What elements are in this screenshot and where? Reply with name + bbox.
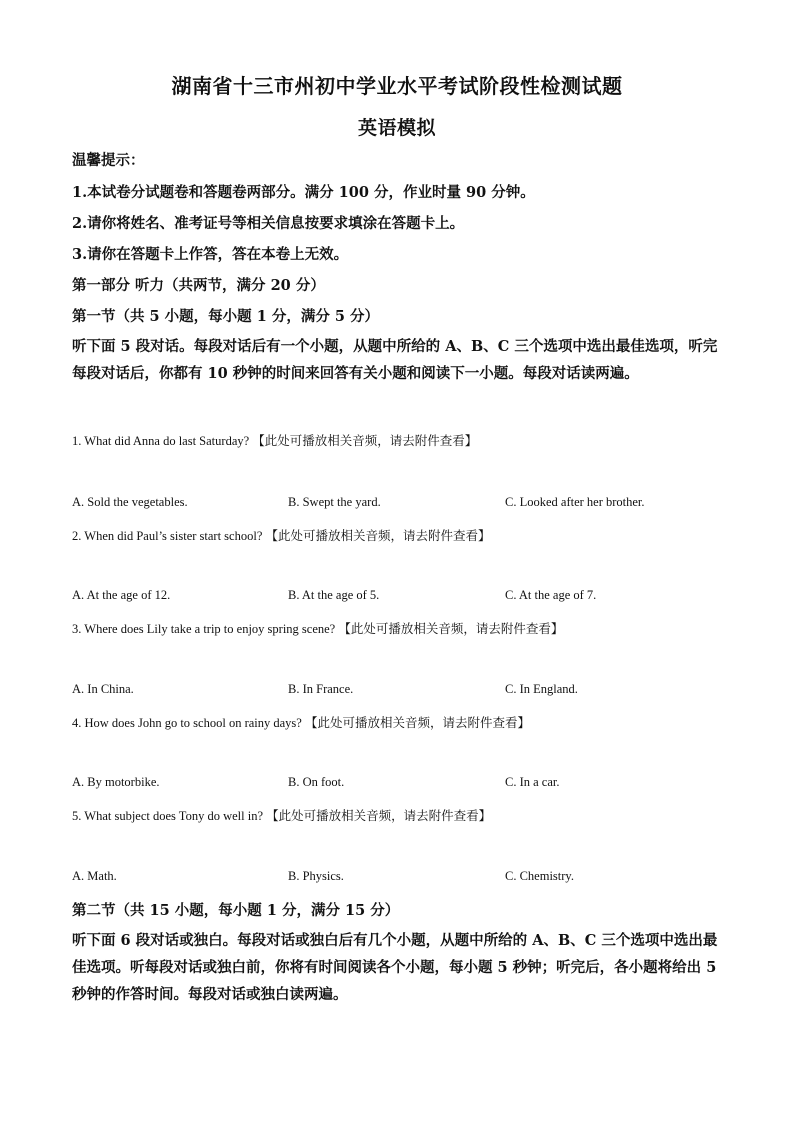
tip-item-3: 3.请你在答题卡上作答，答在本卷上无效。 (72, 246, 349, 263)
question-5-options (72, 869, 722, 887)
page-title: 湖南省十三市州初中学业水平考试阶段性检测试题 (171, 74, 623, 98)
question-4-text: 4. How does John go to school on rainy days? (72, 716, 302, 730)
question-2-options (72, 588, 722, 606)
question-5 (72, 806, 491, 824)
option-a: A. Sold the vegetables. (72, 495, 188, 509)
audio-note: 【此处可播放相关音频，请去附件查看】 (304, 715, 530, 730)
question-3 (72, 619, 563, 637)
option-c: C. Looked after her brother. (505, 495, 645, 509)
section2-heading: 第二节（共 15 小题，每小题 1 分，满分 15 分） (72, 902, 400, 919)
option-b: B. Physics. (288, 869, 344, 883)
question-3-text: 3. Where does Lily take a trip to enjoy spring scene? (72, 622, 336, 636)
audio-note: 【此处可播放相关音频，请去附件查看】 (338, 621, 564, 636)
tip-item-2: 2.请你将姓名、准考证号等相关信息按要求填涂在答题卡上。 (72, 215, 465, 232)
page-subtitle: 英语模拟 (357, 117, 436, 139)
part1-heading: 第一部分 听力（共两节，满分 20 分） (72, 277, 325, 294)
audio-note: 【此处可播放相关音频，请去附件查看】 (266, 808, 492, 823)
question-3-options (72, 682, 722, 700)
option-a: A. By motorbike. (72, 775, 160, 789)
section1-heading: 第一节（共 5 小题，每小题 1 分，满分 5 分） (72, 308, 380, 325)
option-c: C. At the age of 7. (505, 588, 597, 602)
question-4 (72, 713, 530, 731)
option-b: B. In France. (288, 682, 354, 696)
option-c: C. Chemistry. (505, 869, 574, 883)
option-a: A. In China. (72, 682, 134, 696)
tip-item-1: 1.本试卷分试题卷和答题卷两部分。满分 100 分，作业时量 90 分钟。 (72, 184, 535, 201)
question-1-options (72, 495, 722, 513)
option-b: B. At the age of 5. (288, 588, 380, 602)
question-4-options (72, 775, 722, 793)
question-2 (72, 526, 491, 544)
audio-note: 【此处可播放相关音频，请去附件查看】 (265, 528, 491, 543)
question-5-text: 5. What subject does Tony do well in? (72, 809, 263, 823)
option-b: B. Swept the yard. (288, 495, 381, 509)
option-c: C. In England. (505, 682, 578, 696)
question-2-text: 2. When did Paul’s sister start school? (72, 529, 263, 543)
section1-instructions: 听下面 5 段对话。每段对话后有一个小题，从题中所给的 A、B、C 三个选项中选出最佳选项，听完每段对话后，你都有 10 秒钟的时间来回答有关小题和阅读下一小题。每段对话读两遍。 (72, 338, 718, 382)
option-b: B. On foot. (288, 775, 345, 789)
option-c: C. In a car. (505, 775, 560, 789)
section2-instructions: 听下面 6 段对话或独白。每段对话或独白后有几个小题，从题中所给的 A、B、C 三个选项中选出最佳选项。听每段对话或独白前，你将有时间阅读各个小题，每小题 5 秒钟；听完后，各小题将给出 5 秒钟的作答时间。每段对话或独白读两遍。 (72, 932, 718, 1003)
option-a: A. At the age of 12. (72, 588, 171, 602)
question-1 (72, 431, 477, 449)
question-1-text: 1. What did Anna do last Saturday? (72, 434, 250, 448)
audio-note: 【此处可播放相关音频，请去附件查看】 (252, 433, 478, 448)
option-a: A. Math. (72, 869, 117, 883)
tips-heading: 温馨提示： (72, 152, 145, 169)
